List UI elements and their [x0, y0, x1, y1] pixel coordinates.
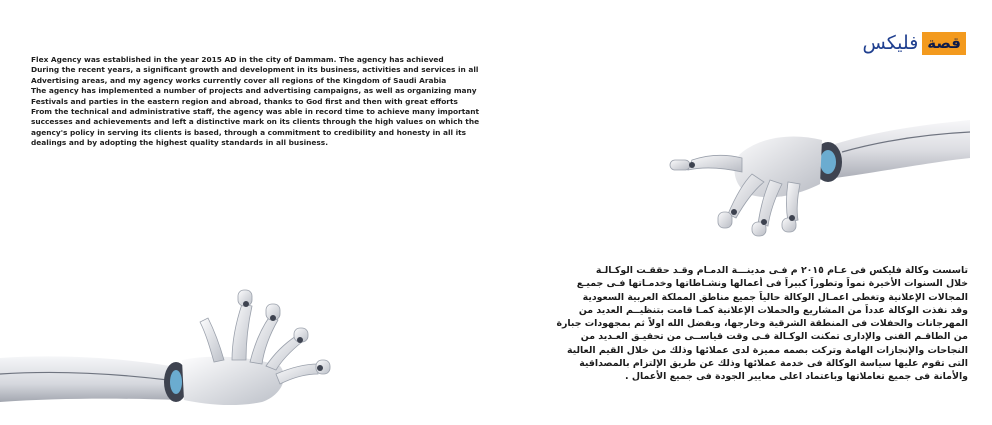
arabic-line: من الطاقـم الفنى والإدارى تمكنت الوكـالة فـى وقت قياســى من تحقيـق العـديد من: [580, 331, 968, 343]
arabic-line: وقد نفذت الوكالة عدداً من المشاريع والحملات الإعلانية كمـا قامت بتنظيــم العديد من: [578, 304, 968, 316]
english-paragraph: [31, 55, 481, 149]
arabic-line: المجالات الإعلانية وتغطى اعمـال الوكالة حالياً جميع مناطق المملكة العربية السعودية: [582, 291, 968, 303]
english-line: Advertising areas, and my agency works currently cover all regions of the Kingdom of Saudi Arabia: [31, 75, 447, 85]
robot-hand-top-icon: [630, 62, 970, 240]
arabic-line: تاسست وكالة فليكس فى عـام ٢٠١٥ م فـى مدينـــة الدمـام وقـد حققـت الوكـالـة: [595, 265, 968, 276]
arabic-line: النجاحات والإنجازات الهامة وتركت بصمه مميزة لدى عملائها وذلك من خلال القيم العالية: [567, 344, 968, 356]
english-line: dealings and by adopting the highest quality standards in all business.: [31, 138, 329, 148]
english-line: During the recent years, a significant growth and development in its business, activities and services in all: [31, 65, 479, 75]
arabic-line: المهرجانات والحفلات فى المنطقة الشرقية وخارجها، وبفضل الله اولاً ثم بمجهودات جبارة: [556, 318, 968, 330]
english-line: Flex Agency was established in the year 2015 AD in the city of Dammam. The agency has achieved: [31, 55, 444, 64]
arabic-line: التى تقوم عليها سياسة الوكالة فى خدمة عملائها وذلك عن طريق الإلتزام بالمصداقية: [579, 358, 968, 370]
english-line: agency's policy in serving its clients is based, through a commitment to credibility and honesty in all its: [31, 127, 467, 137]
arabic-paragraph: [556, 264, 968, 384]
arabic-line: والأمانة فى جميع تعاملاتها وباعتماد اعلى معايير الجودة فى جميع الأعمال .: [625, 371, 968, 383]
english-line: successes and achievements and left a distinctive mark on its clients through the high values on which the: [31, 117, 480, 127]
arabic-line: خلال السنوات الأخيرة نمواً وتطوراً كبيراً فى أعمالها ونشـاطاتها وخدمـاتها فـى جميـع: [576, 278, 968, 290]
robot-hand-bottom-icon: [0, 262, 360, 425]
english-line: Festivals and parties in the eastern region and abroad, thanks to God first and then with great efforts: [31, 96, 458, 106]
logo-heading: [842, 28, 966, 58]
english-line: The agency has implemented a number of projects and advertising campaigns, as well as organizing many: [31, 86, 477, 96]
english-line: From the technical and administrative staff, the agency was able in record time to achieve many important: [31, 107, 480, 117]
logo-name: فليكس: [862, 32, 919, 54]
logo-highlight: قصة: [922, 32, 966, 55]
